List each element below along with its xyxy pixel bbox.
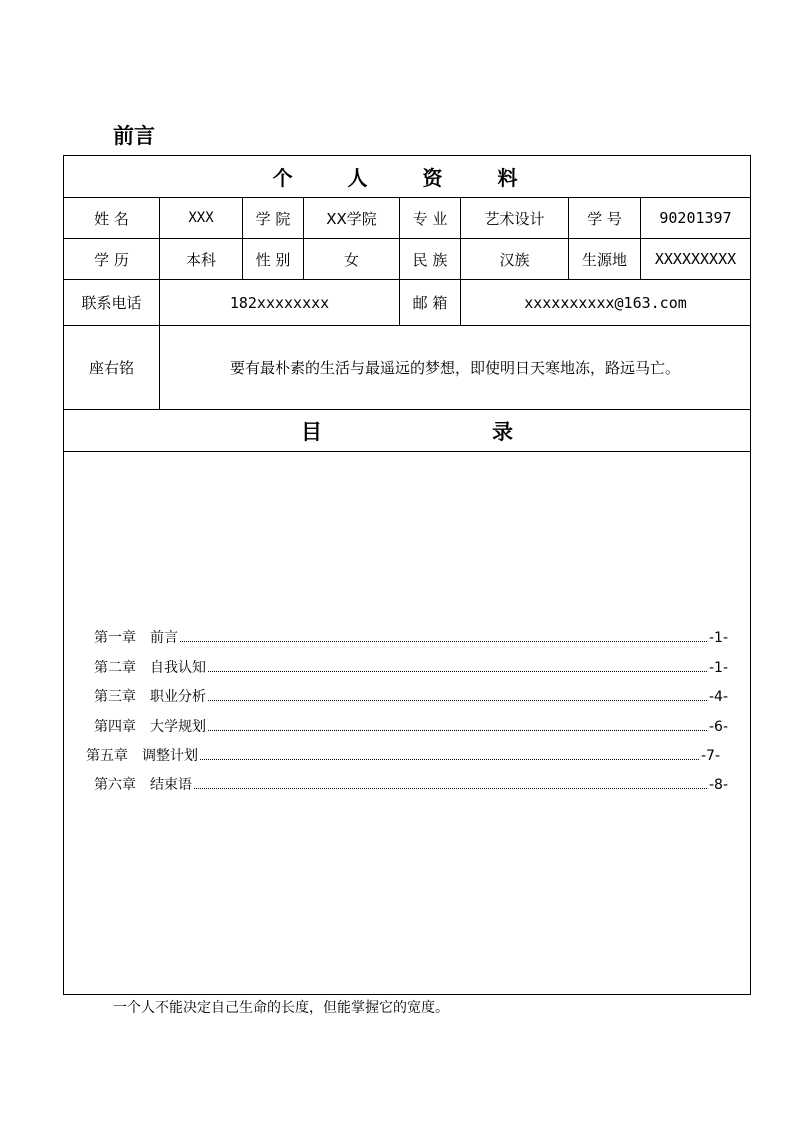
toc-leader [208, 700, 707, 701]
toc-entry[interactable] [94, 627, 728, 647]
profile-title-cell [64, 156, 751, 198]
label-student-id: 学 号 [569, 198, 641, 239]
profile-table [63, 155, 751, 995]
toc-page-number: -1- [709, 630, 729, 646]
toc-entry[interactable] [86, 745, 720, 765]
value-ethnicity: 汉族 [461, 239, 569, 280]
toc-chapter: 第五章 [86, 748, 128, 764]
value-email: xxxxxxxxxx@163.com [461, 280, 751, 326]
toc-entry-title: 大学规划 [150, 719, 206, 735]
label-email: 邮 箱 [400, 280, 461, 326]
toc-chapter: 第六章 [94, 777, 136, 793]
value-name: XXX [160, 198, 243, 239]
label-major: 专 业 [400, 198, 461, 239]
toc-leader [194, 788, 707, 789]
toc-leader [200, 759, 699, 760]
label-motto: 座右铭 [64, 326, 160, 410]
toc-leader [208, 730, 707, 731]
toc-page-number: -4- [709, 689, 729, 705]
label-origin: 生源地 [569, 239, 641, 280]
toc-entry-title: 职业分析 [150, 689, 206, 705]
value-college: XX学院 [304, 198, 400, 239]
toc-entry-title: 结束语 [150, 777, 192, 793]
label-education: 学 历 [64, 239, 160, 280]
toc-entry[interactable] [94, 657, 728, 677]
toc-page-number: -7- [701, 748, 721, 764]
toc-leader [180, 641, 707, 642]
value-origin: XXXXXXXXX [641, 239, 751, 280]
toc-entry-title: 调整计划 [142, 748, 198, 764]
toc-title-left: 目 [301, 419, 322, 444]
label-gender: 性 别 [243, 239, 304, 280]
label-ethnicity: 民 族 [400, 239, 461, 280]
label-phone: 联系电话 [64, 280, 160, 326]
value-education: 本科 [160, 239, 243, 280]
toc-chapter: 第二章 [94, 660, 136, 676]
toc-entry[interactable] [94, 716, 728, 736]
toc-entry[interactable] [94, 686, 728, 706]
toc-entry-title: 前言 [150, 630, 178, 646]
toc-title-cell [64, 410, 751, 452]
value-gender: 女 [304, 239, 400, 280]
toc-body [64, 452, 751, 995]
toc-chapter: 第一章 [94, 630, 136, 646]
toc-entry[interactable] [94, 774, 728, 794]
toc-entry-title: 自我认知 [150, 660, 206, 676]
toc-list [64, 452, 750, 994]
toc-title-right: 录 [492, 419, 513, 444]
value-phone: 182xxxxxxxx [160, 280, 400, 326]
footer-quote: 一个人不能决定自己生命的长度，但能掌握它的宽度。 [113, 1000, 449, 1016]
page-heading: 前言 [113, 124, 155, 148]
value-student-id: 90201397 [641, 198, 751, 239]
toc-page-number: -8- [709, 777, 729, 793]
profile-title: 个 人 资 料 [272, 166, 542, 190]
toc-page-number: -6- [709, 719, 729, 735]
toc-chapter: 第三章 [94, 689, 136, 705]
value-motto: 要有最朴素的生活与最遥远的梦想，即使明日天寒地冻，路远马亡。 [160, 326, 751, 410]
label-college: 学 院 [243, 198, 304, 239]
label-name: 姓 名 [64, 198, 160, 239]
toc-chapter: 第四章 [94, 719, 136, 735]
value-major: 艺术设计 [461, 198, 569, 239]
toc-page-number: -1- [709, 660, 729, 676]
toc-leader [208, 671, 707, 672]
